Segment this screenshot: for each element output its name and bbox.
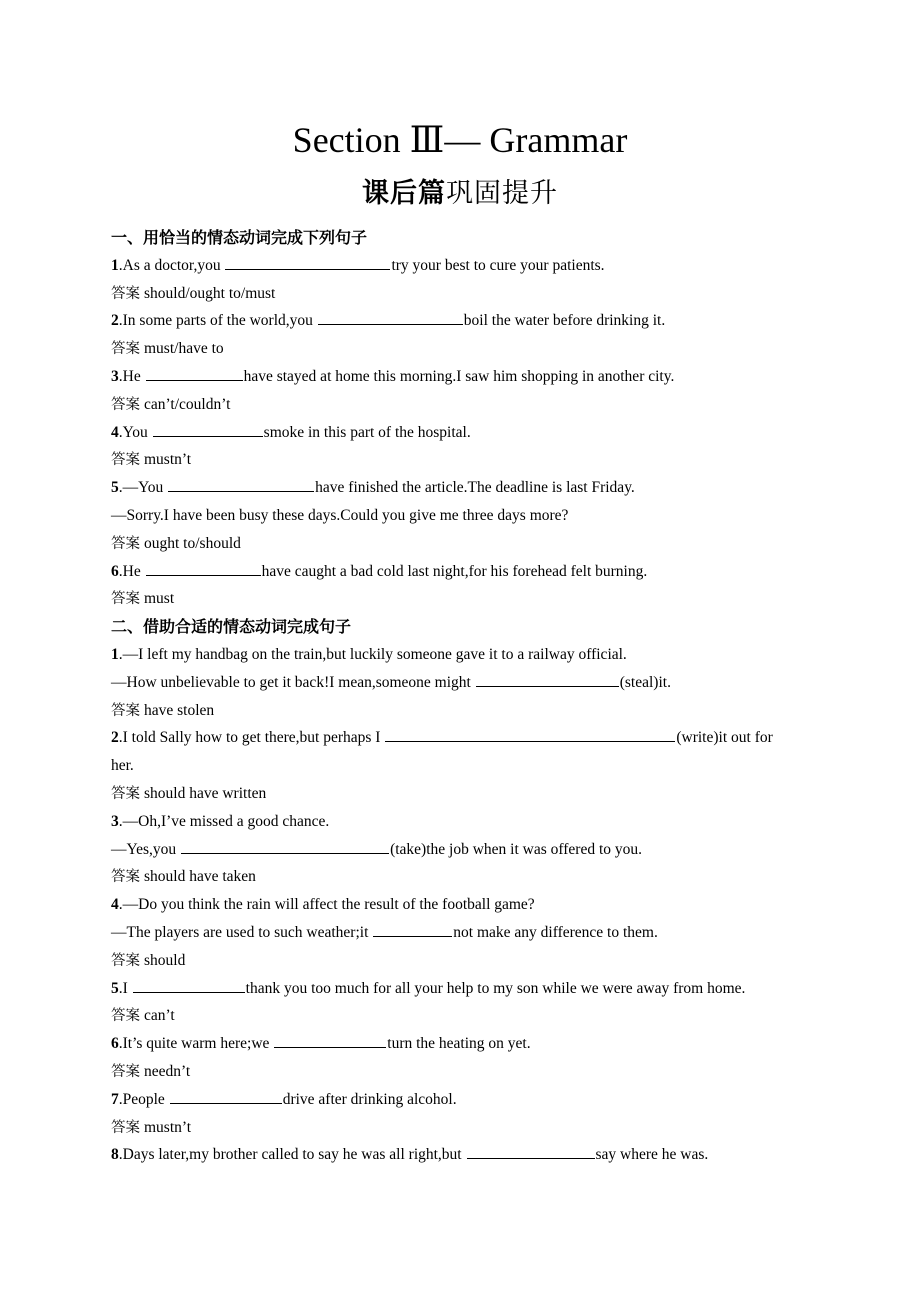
answer-line: 答案 must — [111, 590, 175, 608]
answer-blank[interactable] — [225, 252, 390, 270]
answer-blank[interactable] — [385, 724, 675, 742]
question-text: 8.Days later,my brother called to say he was all right,but say where he was. — [111, 1141, 801, 1169]
answer-blank[interactable] — [170, 1086, 282, 1104]
question-text: 2.I told Sally how to get there,but perhaps I (write)it out for — [111, 724, 801, 752]
answer-line: 答案 needn’t — [111, 1062, 191, 1080]
answer-blank[interactable] — [146, 558, 261, 576]
answer-blank[interactable] — [153, 419, 263, 437]
answer-line: 答案 must/have to — [111, 340, 224, 358]
question-text: 1.As a doctor,you try your best to cure your patients. — [111, 252, 801, 280]
answer-line: 答案 have stolen — [111, 701, 215, 719]
question-text: 3.He have stayed at home this morning.I saw him shopping in another city. — [111, 363, 801, 391]
question-text: 6.He have caught a bad cold last night,for his forehead felt burning. — [111, 558, 801, 586]
answer-blank[interactable] — [373, 919, 452, 937]
subtitle-bold: 课后篇 — [362, 178, 446, 209]
answer-line: 答案 can’t — [111, 1007, 175, 1025]
answer-line: 答案 should have written — [111, 784, 267, 802]
exercise-content — [111, 224, 801, 1169]
answer-blank[interactable] — [133, 975, 245, 993]
question-text: 5.—You have finished the article.The deadline is last Friday. — [111, 474, 801, 502]
answer-blank[interactable] — [467, 1141, 595, 1159]
answer-blank[interactable] — [318, 307, 463, 325]
question-text-reply: —The players are used to such weather;it not make any difference to them. — [111, 919, 801, 947]
answer-line: 答案 should/ought to/must — [111, 284, 276, 302]
question-text: 1.—I left my handbag on the train,but luckily someone gave it to a railway official. — [111, 645, 627, 663]
answer-blank[interactable] — [274, 1030, 386, 1048]
page-subtitle — [0, 174, 920, 214]
answer-blank[interactable] — [168, 474, 314, 492]
answer-line: 答案 can’t/couldn’t — [111, 395, 231, 413]
question-text-reply: —How unbelievable to get it back!I mean,someone might (steal)it. — [111, 669, 801, 697]
answer-line: 答案 should have taken — [111, 868, 256, 886]
answer-line: 答案 mustn’t — [111, 451, 192, 469]
section1-heading: 一、用恰当的情态动词完成下列句子 — [111, 228, 368, 247]
question-text-reply: —Sorry.I have been busy these days.Could you give me three days more? — [111, 506, 569, 524]
question-text: 2.In some parts of the world,you boil the water before drinking it. — [111, 307, 801, 335]
question-text: 4.You smoke in this part of the hospital. — [111, 419, 801, 447]
question-text-reply: —Yes,you (take)the job when it was offered to you. — [111, 836, 801, 864]
question-text: 3.—Oh,I’ve missed a good chance. — [111, 812, 330, 830]
answer-line: 答案 should — [111, 951, 186, 969]
question-text: 4.—Do you think the rain will affect the result of the football game? — [111, 896, 535, 914]
question-text-continued: her. — [111, 757, 134, 775]
answer-line: 答案 ought to/should — [111, 534, 241, 552]
answer-blank[interactable] — [146, 363, 243, 381]
answer-blank[interactable] — [181, 836, 389, 854]
question-text: 6.It’s quite warm here;we turn the heating on yet. — [111, 1030, 801, 1058]
question-text: 5.I thank you too much for all your help to my son while we were away from home. — [111, 975, 801, 1003]
answer-line: 答案 mustn’t — [111, 1118, 192, 1136]
page-title: Section Ⅲ— Grammar — [292, 120, 628, 160]
question-text: 7.People drive after drinking alcohol. — [111, 1086, 801, 1114]
answer-blank[interactable] — [476, 669, 619, 687]
subtitle-rest: 巩固提升 — [446, 178, 558, 209]
section2-heading: 二、借助合适的情态动词完成句子 — [111, 617, 352, 637]
